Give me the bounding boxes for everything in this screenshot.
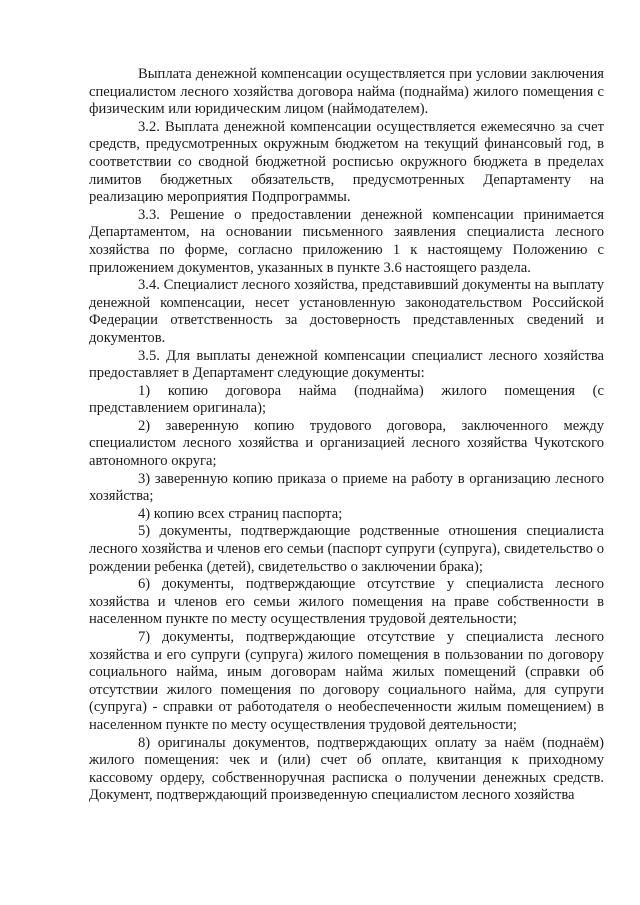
- list-item-3: 3) заверенную копию приказа о приеме на работу в организацию лесного хозяйства;: [89, 470, 604, 505]
- paragraph-3-3: 3.3. Решение о предоставлении денежной компенсации принимается Департаментом, на основании письменного заявления специалиста лесного хозяйства по форме, согласно приложению 1 к настоящему Положению с приложением документов, указанных в пункте 3.6 настоящего раздела.: [89, 206, 604, 276]
- list-item-2: 2) заверенную копию трудового договора, заключенного между специалистом лесного хозяйства и организацией лесного хозяйства Чукотского автономного округа;: [89, 417, 604, 470]
- list-item-6: 6) документы, подтверждающие отсутствие у специалиста лесного хозяйства и членов его семьи жилого помещения на праве собственности в населенном пункте по месту осуществления трудовой деятельности;: [89, 576, 604, 628]
- paragraph-3-2: 3.2. Выплата денежной компенсации осуществляется ежемесячно за счет средств, предусмотренных окружным бюджетом на текущий финансовый год, в соответствии со сводной бюджетной росписью окружного бюджета в пределах лимитов бюджетных обязательств, предусмотренных Департаменту на реализацию мероприятия Подпрограммы.: [89, 118, 604, 206]
- list-item-8: 8) оригиналы документов, подтверждающих оплату за наём (поднаём) жилого помещения: чек и (или) счет об оплате, квитанция к приходному кассовому ордеру, собственноручная расписка о получении денежных средств. Документ, подтверждающий произведенную специалистом лесного хозяйства: [89, 734, 604, 804]
- paragraph-3-5: 3.5. Для выплаты денежной компенсации специалист лесного хозяйства предоставляет в Департамент следующие документы:: [89, 347, 604, 382]
- paragraph-3-4: 3.4. Специалист лесного хозяйства, представивший документы на выплату денежной компенсации, несет установленную законодательством Российской Федерации ответственность за достоверность представленных сведений и документов.: [89, 277, 604, 346]
- list-item-7: 7) документы, подтверждающие отсутствие у специалиста лесного хозяйства и его супруги (супруга) жилого помещения в пользовании по договору социального найма, иным договорам найма жилых помещений (справки об отсутствии жилого помещения по договору социального найма, для супруги (супруга) - справки от работодателя о необеспеченности жилым помещением) в населенном пункте по месту осуществления трудовой деятельности;: [89, 629, 604, 733]
- list-item-1: 1) копию договора найма (поднайма) жилого помещения (с представлением оригинала);: [89, 382, 604, 417]
- list-item-4: 4) копию всех страниц паспорта;: [138, 505, 343, 522]
- document-page: [89, 66, 604, 805]
- list-item-5: 5) документы, подтверждающие родственные отношения специалиста лесного хозяйства и членов его семьи (паспорт супруги (супруга), свидетельство о рождении ребенка (детей), свидетельство о заключении брака);: [89, 523, 604, 575]
- paragraph-compensation-condition: Выплата денежной компенсации осуществляется при условии заключения специалистом лесного хозяйства договора найма (поднайма) жилого помещения с физическим или юридическим лицом (наймодателем).: [89, 66, 604, 118]
